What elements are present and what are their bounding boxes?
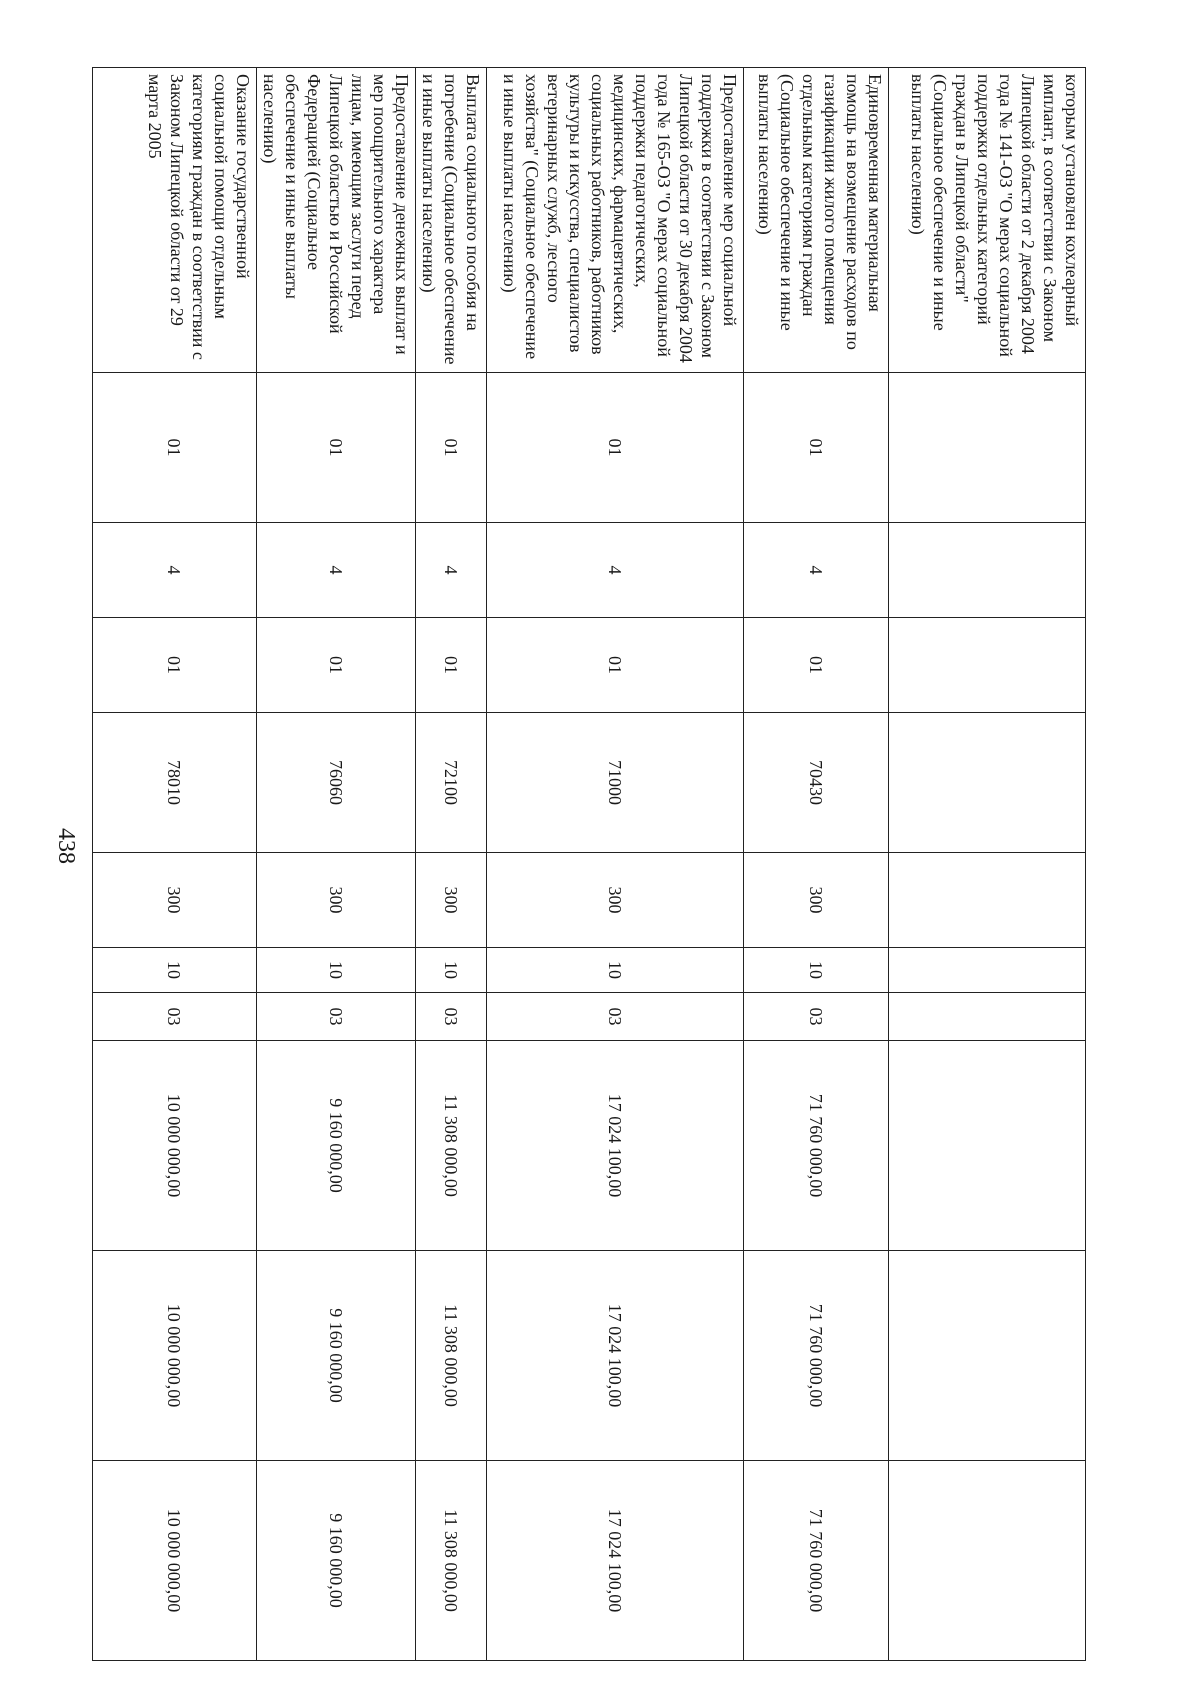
direction-code-cell [889,713,1086,853]
table-row [93,68,257,1661]
amount-year3-cell: 9 160 000,00 [257,1461,416,1661]
table-body [93,68,1086,1661]
page-number: 438 [53,828,79,864]
direction-code-cell: 70430 [744,713,889,853]
section-cell [889,948,1086,993]
amount-year3-cell: 10 000 000,00 [93,1461,257,1661]
subprogram-code-cell: 4 [487,523,744,618]
measure-code-cell: 01 [416,618,487,713]
expense-type-cell [889,853,1086,948]
description-cell: которым установлен кохлеарный имплант, в соответствии с Законом Липецкой области от 2 декабря 2004 года № 141-ОЗ "О мерах социальной поддержки отдельных категорий граждан в Липецкой области" (Социальное обеспечение и иные выплаты населению) [889,68,1086,373]
subprogram-code-cell: 4 [93,523,257,618]
section-cell: 10 [257,948,416,993]
table-row [487,68,744,1661]
description-cell: Единовременная материальная помощь на возмещение расходов по газификации жилого помещения отдельным категориям граждан (Социальное обеспечение и иные выплаты населению) [744,68,889,373]
amount-year2-cell: 10 000 000,00 [93,1251,257,1461]
amount-year1-cell: 10 000 000,00 [93,1041,257,1251]
description-cell: Оказание государственной социальной помощи отдельным категориям граждан в соответствии с Законом Липецкой области от 29 марта 2005 [93,68,257,373]
subprogram-code-cell: 4 [257,523,416,618]
direction-code-cell: 76060 [257,713,416,853]
expense-type-cell: 300 [416,853,487,948]
amount-year3-cell: 17 024 100,00 [487,1461,744,1661]
description-cell: Выплата социального пособия на погребение (Социальное обеспечение и иные выплаты населению) [416,68,487,373]
subprogram-code-cell: 4 [744,523,889,618]
amount-year2-cell: 71 760 000,00 [744,1251,889,1461]
amount-year1-cell: 11 308 000,00 [416,1041,487,1251]
amount-year1-cell: 17 024 100,00 [487,1041,744,1251]
program-code-cell: 01 [257,373,416,523]
direction-code-cell: 78010 [93,713,257,853]
subsection-cell: 03 [416,993,487,1041]
budget-table [92,67,1086,1661]
program-code-cell: 01 [93,373,257,523]
measure-code-cell: 01 [257,618,416,713]
subprogram-code-cell: 4 [416,523,487,618]
subsection-cell: 03 [487,993,744,1041]
expense-type-cell: 300 [487,853,744,948]
measure-code-cell: 01 [744,618,889,713]
section-cell: 10 [93,948,257,993]
budget-table-wrapper [121,67,1086,1660]
amount-year1-cell: 9 160 000,00 [257,1041,416,1251]
expense-type-cell: 300 [257,853,416,948]
table-row [416,68,487,1661]
amount-year1-cell: 71 760 000,00 [744,1041,889,1251]
subsection-cell: 03 [744,993,889,1041]
expense-type-cell: 300 [93,853,257,948]
table-row [257,68,416,1661]
subsection-cell: 03 [257,993,416,1041]
section-cell: 10 [487,948,744,993]
amount-year3-cell: 11 308 000,00 [416,1461,487,1661]
section-cell: 10 [416,948,487,993]
measure-code-cell: 01 [487,618,744,713]
expense-type-cell: 300 [744,853,889,948]
amount-year3-cell [889,1461,1086,1661]
program-code-cell: 01 [416,373,487,523]
subprogram-code-cell [889,523,1086,618]
measure-code-cell: 01 [93,618,257,713]
program-code-cell: 01 [487,373,744,523]
measure-code-cell [889,618,1086,713]
amount-year1-cell [889,1041,1086,1251]
description-cell: Предоставление денежных выплат и мер поощрительного характера лицам, имеющим заслуги перед Липецкой областью и Российской Федерацией (Социальное обеспечение и иные выплаты населению) [257,68,416,373]
amount-year2-cell: 11 308 000,00 [416,1251,487,1461]
direction-code-cell: 72100 [416,713,487,853]
program-code-cell: 01 [744,373,889,523]
subsection-cell: 03 [93,993,257,1041]
direction-code-cell: 71000 [487,713,744,853]
program-code-cell [889,373,1086,523]
description-cell: Предоставление мер социальной поддержки в соответствии с Законом Липецкой области от 30 декабря 2004 года № 165-ОЗ "О мерах социальной поддержки педагогических, медицинских, фармацевтических, социальных работников, работников культуры и искусства, специалистов ветеринарных служб, лесного хозяйства" (Социальное обеспечение и иные выплаты населению) [487,68,744,373]
table-row [889,68,1086,1661]
amount-year2-cell: 17 024 100,00 [487,1251,744,1461]
table-row [744,68,889,1661]
section-cell: 10 [744,948,889,993]
amount-year2-cell: 9 160 000,00 [257,1251,416,1461]
amount-year2-cell [889,1251,1086,1461]
subsection-cell [889,993,1086,1041]
amount-year3-cell: 71 760 000,00 [744,1461,889,1661]
